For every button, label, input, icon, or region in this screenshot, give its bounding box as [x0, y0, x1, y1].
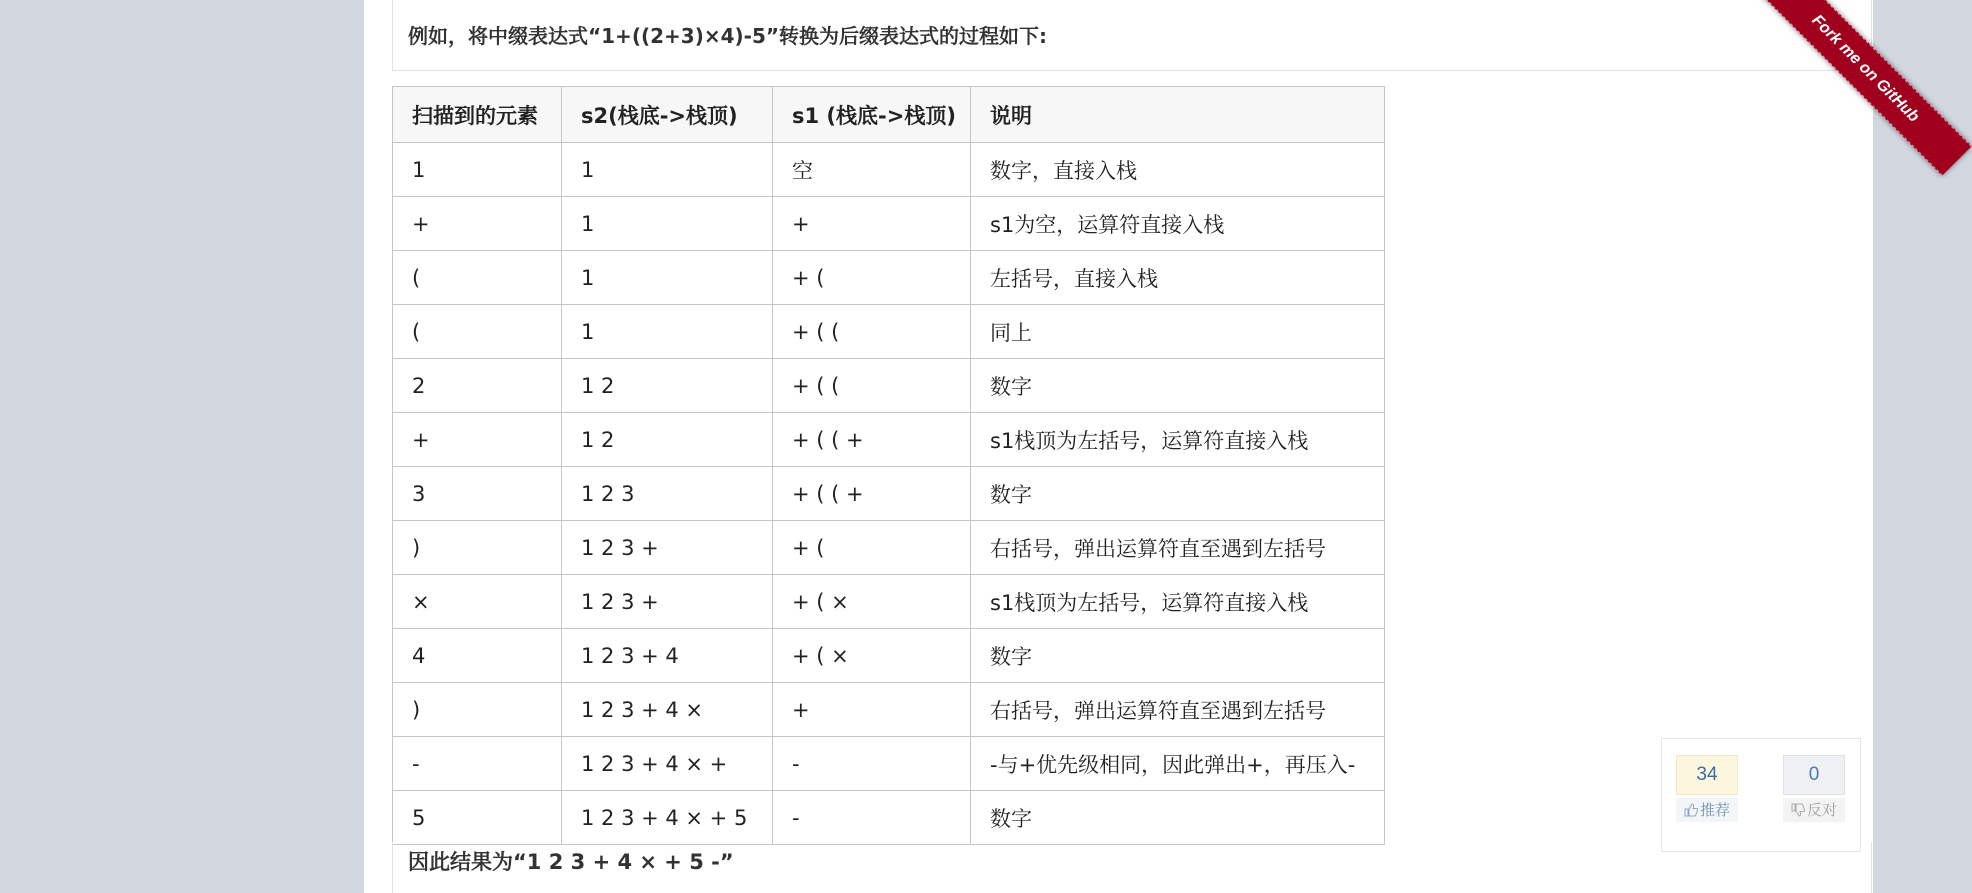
cell-s2: 1 2 3 + 4 × — [562, 683, 773, 737]
table-row — [393, 629, 1385, 683]
table-row — [393, 737, 1385, 791]
table-header-row — [393, 87, 1385, 143]
table-row — [393, 413, 1385, 467]
vote-panel — [1661, 738, 1861, 852]
cell-s2: 1 2 3 + 4 × + 5 — [562, 791, 773, 845]
cell-s1: + ( × — [773, 629, 971, 683]
oppose-count: 0 — [1783, 755, 1845, 795]
cell-description: 同上 — [971, 305, 1385, 359]
intro-text: 例如，将中缀表达式“1+((2+3)×4)-5”转换为后缀表达式的过程如下: — [408, 24, 1048, 48]
header-scanned-element: 扫描到的元素 — [393, 87, 562, 143]
cell-s2: 1 — [562, 197, 773, 251]
cell-scanned: ( — [393, 251, 562, 305]
github-ribbon-container — [1705, 0, 1923, 194]
conversion-table-container — [392, 86, 1392, 842]
cell-description: 数字 — [971, 791, 1385, 845]
cell-scanned: + — [393, 413, 562, 467]
cell-scanned: ( — [393, 305, 562, 359]
table-row — [393, 143, 1385, 197]
cell-s1: + ( × — [773, 575, 971, 629]
cell-s1: + ( — [773, 521, 971, 575]
header-s2-stack: s2(栈底->栈顶) — [562, 87, 773, 143]
cell-description: 数字，直接入栈 — [971, 143, 1385, 197]
oppose-label: 反对 — [1806, 801, 1837, 819]
result-text: 因此结果为“1 2 3 + 4 × + 5 -” — [408, 850, 734, 874]
cell-description: s1栈顶为左括号，运算符直接入栈 — [971, 413, 1385, 467]
cell-s2: 1 2 3 + — [562, 521, 773, 575]
cell-scanned: × — [393, 575, 562, 629]
thumb-down-icon — [1791, 803, 1805, 817]
cell-description: 右括号，弹出运算符直至遇到左括号 — [971, 521, 1385, 575]
cell-scanned: 1 — [393, 143, 562, 197]
recommend-button[interactable] — [1676, 755, 1738, 822]
table-row — [393, 467, 1385, 521]
cell-description: 左括号，直接入栈 — [971, 251, 1385, 305]
cell-scanned: 5 — [393, 791, 562, 845]
cell-description: 右括号，弹出运算符直至遇到左括号 — [971, 683, 1385, 737]
cell-s1: - — [773, 737, 971, 791]
header-description: 说明 — [971, 87, 1385, 143]
cell-s1: + — [773, 197, 971, 251]
cell-s1: + ( ( + — [773, 413, 971, 467]
cell-s1: + ( ( — [773, 359, 971, 413]
cell-scanned: ) — [393, 521, 562, 575]
cell-s1: + ( ( — [773, 305, 971, 359]
table-row — [393, 197, 1385, 251]
cell-s2: 1 — [562, 251, 773, 305]
recommend-label-wrap — [1676, 798, 1738, 822]
cell-scanned: 4 — [393, 629, 562, 683]
cell-scanned: 2 — [393, 359, 562, 413]
cell-s2: 1 2 — [562, 359, 773, 413]
cell-s2: 1 2 3 — [562, 467, 773, 521]
blog-post-page — [364, 0, 1873, 893]
cell-description: -与+优先级相同，因此弹出+，再压入- — [971, 737, 1385, 791]
cell-scanned: + — [393, 197, 562, 251]
fork-me-on-github-ribbon[interactable]: Fork me on GitHub — [1758, 0, 1972, 176]
oppose-label-wrap — [1783, 798, 1845, 822]
cell-scanned: - — [393, 737, 562, 791]
recommend-label: 推荐 — [1699, 801, 1730, 819]
table-row — [393, 575, 1385, 629]
cell-s2: 1 2 3 + — [562, 575, 773, 629]
cell-s1: + ( — [773, 251, 971, 305]
cell-description: 数字 — [971, 359, 1385, 413]
cell-description: 数字 — [971, 467, 1385, 521]
table-row — [393, 683, 1385, 737]
cell-description: s1栈顶为左括号，运算符直接入栈 — [971, 575, 1385, 629]
conversion-table — [392, 86, 1385, 845]
oppose-button[interactable] — [1783, 755, 1845, 822]
header-s1-stack: s1 (栈底->栈顶) — [773, 87, 971, 143]
thumb-up-icon — [1684, 803, 1698, 817]
cell-s1: 空 — [773, 143, 971, 197]
cell-s2: 1 2 3 + 4 × + — [562, 737, 773, 791]
cell-s2: 1 — [562, 305, 773, 359]
table-row — [393, 305, 1385, 359]
table-row — [393, 359, 1385, 413]
recommend-count: 34 — [1676, 755, 1738, 795]
cell-s1: + ( ( + — [773, 467, 971, 521]
cell-description: 数字 — [971, 629, 1385, 683]
cell-s2: 1 — [562, 143, 773, 197]
table-row — [393, 521, 1385, 575]
table-row — [393, 251, 1385, 305]
cell-s1: + — [773, 683, 971, 737]
cell-description: s1为空，运算符直接入栈 — [971, 197, 1385, 251]
cell-s2: 1 2 3 + 4 — [562, 629, 773, 683]
cell-scanned: ) — [393, 683, 562, 737]
table-row — [393, 791, 1385, 845]
cell-s2: 1 2 — [562, 413, 773, 467]
cell-scanned: 3 — [393, 467, 562, 521]
cell-s1: - — [773, 791, 971, 845]
